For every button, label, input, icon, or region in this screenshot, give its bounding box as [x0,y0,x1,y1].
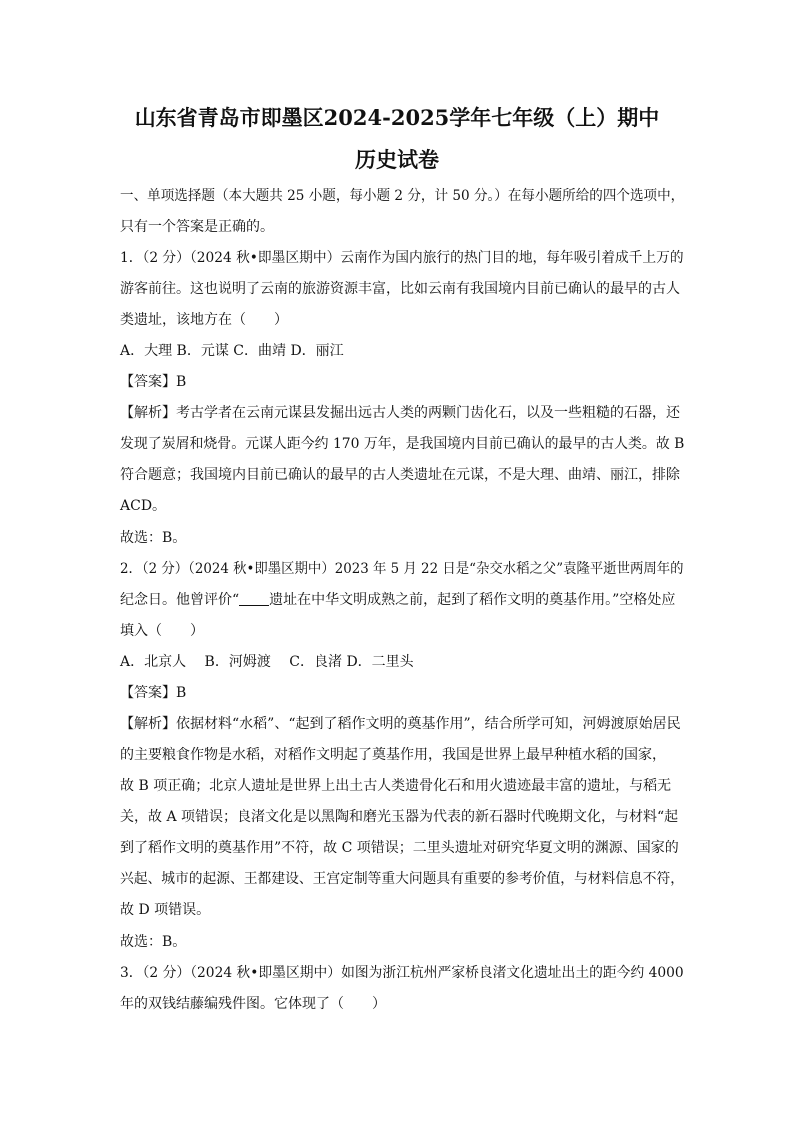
q2-options: A．北京人 B．河姆渡 C．良渚 D．二里头 [120,654,414,670]
exam-subject-title: 历史试卷 [355,147,439,172]
q1-answer: 【答案】B [120,374,187,390]
q2-analysis-line: 故 D 项错误。 [120,902,211,918]
q2-choice: 故选：B。 [120,934,187,950]
q3-stem-line: 3．（2 分）（2024 秋•即墨区期中）如图为浙江杭州严家桥良渚文化遗址出土的距今约 4000 [120,965,684,981]
q2-answer: 【答案】B [120,685,187,701]
q2-stem-text-after-blank: 遗址在中华文明成熟之前，起到了稻作文明的奠基作用。”空格处应 [269,592,676,608]
q1-analysis-line: ACD。 [120,498,167,514]
q2-stem-text-before-blank: 纪念日。他曾评价“ [120,592,240,608]
q1-stem-line: 游客前往。这也说明了云南的旅游资源丰富，比如云南有我国境内目前已确认的最早的古人 [120,281,680,297]
q2-analysis-line: 的主要粮食作物是水稻，对稻作文明起了奠基作用，我国是世界上最早种植水稻的国家， [120,747,666,763]
section-intro-line: 只有一个答案是正确的。 [120,219,274,235]
q1-options: A．大理 B．元谋 C．曲靖 D．丽江 [120,343,344,359]
q1-analysis-line: 【解析】考古学者在云南元谋县发掘出远古人类的两颗门齿化石，以及一些粗糙的石器，还 [120,405,680,421]
q2-analysis-line: 关，故 A 项错误；良渚文化是以黑陶和磨光玉器为代表的新石器时代晚期文化，与材料“起 [120,809,679,825]
q1-analysis-line: 发现了炭屑和烧骨。元谋人距今约 170 万年，是我国境内目前已确认的最早的古人类。故 B [120,436,685,452]
q2-analysis-line: 兴起、城市的起源、王都建设、王宫定制等重大问题具有重要的参考价值，与材料信息不符， [120,871,684,887]
q3-stem-line: 年的双钱结藤编残件图。它体现了（ ） [120,996,386,1012]
q1-stem-line: 1．（2 分）（2024 秋•即墨区期中）云南作为国内旅行的热门目的地，每年吸引着成千上万的 [120,250,684,266]
q1-stem-line: 类遗址，该地方在（ ） [120,312,288,328]
q2-analysis-line: 故 B 项正确；北京人遗址是世界上出土古人类遗骨化石和用火遗迹最丰富的遗址，与稻无 [120,778,672,794]
fill-in-blank [239,591,269,606]
q2-stem-line: 2．（2 分）（2024 秋•即墨区期中）2023 年 5 月 22 日是“杂交水稻之父”袁隆平逝世两周年的 [120,561,684,577]
q1-choice: 故选：B。 [120,530,187,546]
q2-stem-line: 填入（ ） [120,623,204,639]
exam-title: 山东省青岛市即墨区2024-2025学年七年级（上）期中 [134,105,660,130]
q2-analysis-line: 到了稻作文明的奠基作用”不符，故 C 项错误；二里头遗址对研究华夏文明的渊源、国家的 [120,840,679,856]
section-intro-line: 一、单项选择题（本大题共 25 小题，每小题 2 分，计 50 分。）在每小题所给的四个选项中， [120,188,685,204]
q2-analysis-line: 【解析】依据材料“水稻”、“起到了稻作文明的奠基作用”，结合所学可知，河姆渡原始居民 [120,716,681,732]
q2-stem-line [120,590,675,610]
q1-analysis-line: 符合题意；我国境内目前已确认的最早的古人类遗址在元谋，不是大理、曲靖、丽江，排除 [120,467,680,483]
